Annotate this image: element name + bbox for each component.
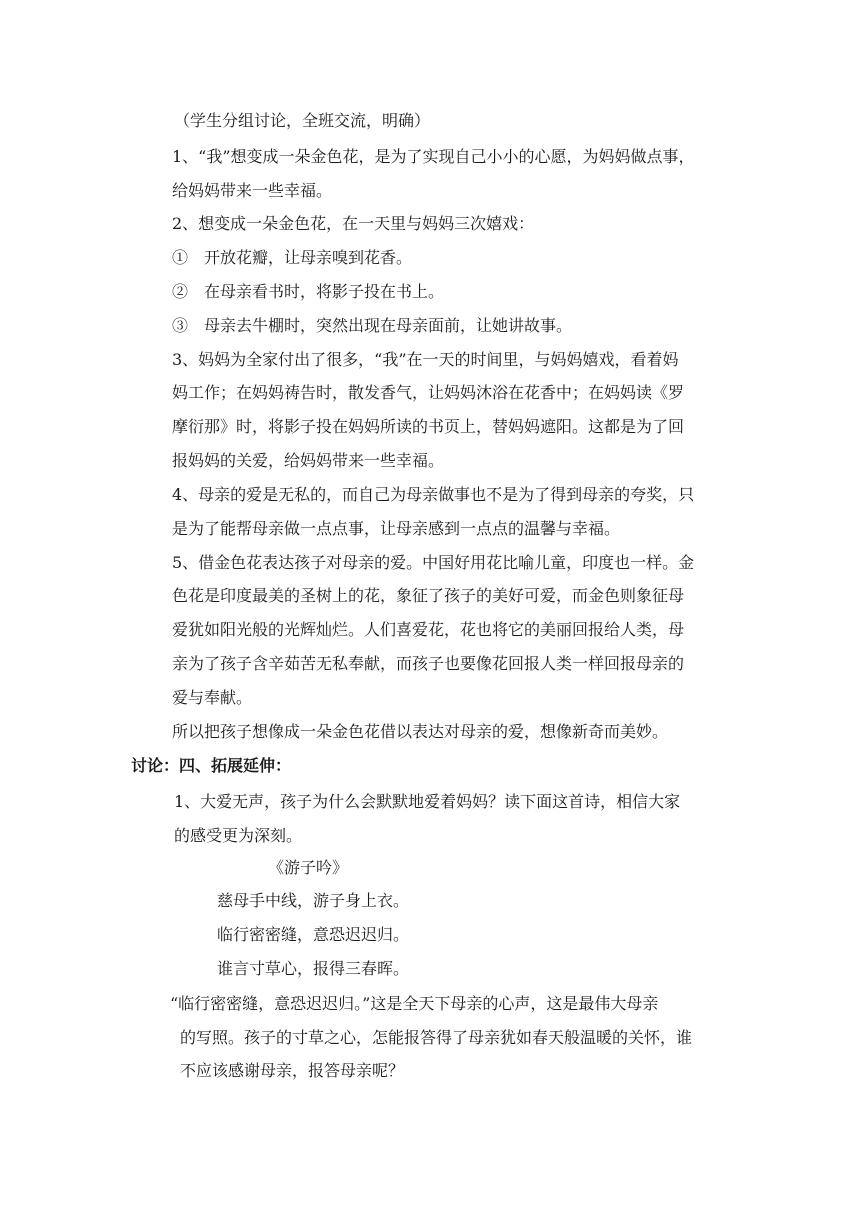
point-5-line-5: 爱与奉献。 bbox=[172, 688, 253, 707]
point-5-line-1: 5、借金色花表达孩子对母亲的爱。中国好用花比喻儿童，印度也一样。金 bbox=[172, 553, 695, 572]
poem-line-2: 临行密密缝，意恐迟迟归。 bbox=[217, 925, 410, 944]
commentary-line-1: “临行密密缝，意恐迟迟归。”这是全天下母亲的心声，这是最伟大母亲 bbox=[170, 994, 659, 1013]
sub-item-3: ③ 母亲去牛棚时，突然出现在母亲面前，让她讲故事。 bbox=[172, 316, 573, 335]
poem-line-1: 慈母手中线，游子身上衣。 bbox=[217, 891, 410, 910]
question-line-2: 的感受更为深刻。 bbox=[174, 826, 303, 845]
sub-item-1: ① 开放花瓣，让母亲嗅到花香。 bbox=[172, 248, 413, 267]
conclusion-text: 所以把孩子想像成一朵金色花借以表达对母亲的爱，想像新奇而美妙。 bbox=[172, 722, 669, 741]
point-5-line-4: 亲为了孩子含辛茹苦无私奉献，而孩子也要像花回报人类一样回报母亲的 bbox=[172, 654, 685, 673]
point-5-line-2: 色花是印度最美的圣树上的花，象征了孩子的美好可爱，而金色则象征母 bbox=[172, 586, 685, 605]
section-heading: 讨论：四、拓展延伸： bbox=[131, 756, 292, 775]
point-3-line-3: 摩衍那》时，将影子投在妈妈所读的书页上，替妈妈遮阳。这都是为了回 bbox=[172, 417, 685, 436]
commentary-line-2: 的写照。孩子的寸草之心，怎能报答得了母亲犹如春天般温暖的关怀，谁 bbox=[180, 1028, 693, 1047]
point-2: 2、想变成一朵金色花，在一天里与妈妈三次嬉戏： bbox=[172, 214, 535, 233]
commentary-line-3: 不应该感谢母亲，报答母亲呢？ bbox=[180, 1061, 405, 1080]
point-3-line-4: 报妈妈的关爱，给妈妈带来一些幸福。 bbox=[172, 451, 445, 470]
point-4-line-1: 4、母亲的爱是无私的，而自己为母亲做事也不是为了得到母亲的夸奖，只 bbox=[172, 485, 695, 504]
sub-item-2: ② 在母亲看书时，将影子投在书上。 bbox=[172, 282, 445, 301]
poem-title: 《游子吟》 bbox=[268, 858, 349, 877]
point-5-line-3: 爱犹如阳光般的光辉灿烂。人们喜爱花，花也将它的美丽回报给人类，母 bbox=[172, 620, 685, 639]
point-1-line-1: 1、“我”想变成一朵金色花，是为了实现自己小小的心愿，为妈妈做点事， bbox=[172, 147, 695, 166]
question-line-1: 1、大爱无声，孩子为什么会默默地爱着妈妈？读下面这首诗，相信大家 bbox=[174, 792, 681, 811]
point-4-line-2: 是为了能帮母亲做一点点事，让母亲感到一点点的温馨与幸福。 bbox=[172, 519, 621, 538]
intro-text: （学生分组讨论，全班交流，明确） bbox=[174, 111, 431, 130]
poem-line-3: 谁言寸草心，报得三春晖。 bbox=[217, 959, 410, 978]
point-1-line-2: 给妈妈带来一些幸福。 bbox=[172, 181, 333, 200]
point-3-line-1: 3、妈妈为全家付出了很多，“我”在一天的时间里，与妈妈嬉戏，看着妈 bbox=[172, 350, 679, 369]
point-3-line-2: 妈工作；在妈妈祷告时，散发香气，让妈妈沐浴在花香中；在妈妈读《罗 bbox=[172, 383, 685, 402]
